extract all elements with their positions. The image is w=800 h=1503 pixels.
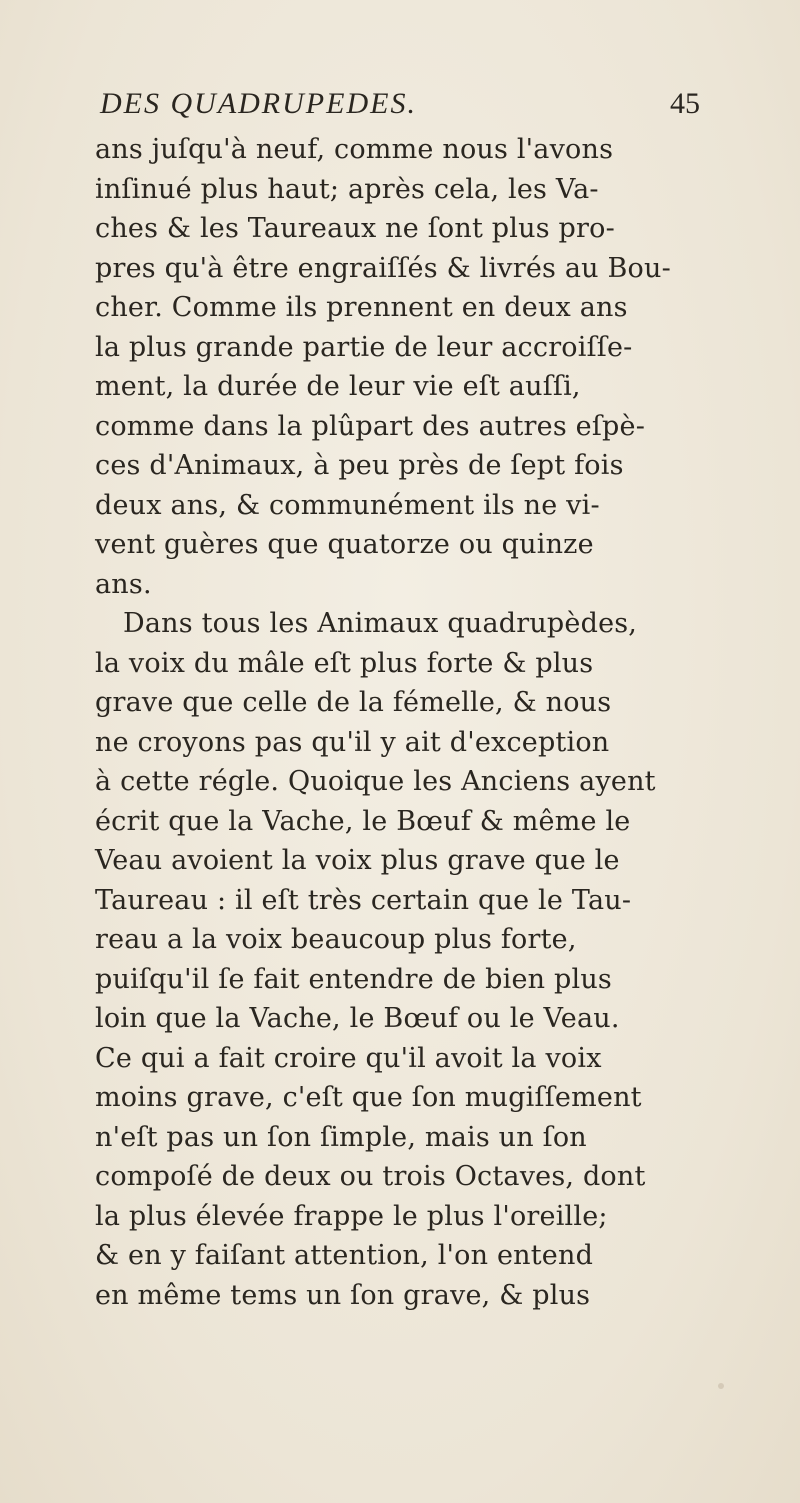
text-line: puiſqu'il ſe fait entendre de bien plus [95,963,612,995]
text-line: Taureau : il eſt très certain que le Tau- [95,884,632,916]
text-line: & en y faiſant attention, l'on entend [95,1240,594,1271]
text-line: ces d'Animaux, à peu près de ſept fois [95,450,624,481]
text-line: ches & les Taureaux ne ſont plus pro- [95,213,615,244]
text-line: grave que celle de la fémelle, & nous [95,687,612,718]
text-line: compoſé de deux ou trois Octaves, dont [95,1161,646,1192]
text-line: la voix du mâle eſt plus forte & plus [95,647,594,679]
text-line: la plus élevée frappe le plus l'oreille; [95,1200,608,1232]
text-line: à cette régle. Quoique les Anciens ayent [95,766,656,797]
text-line: vent guères que quatorze ou quinze [95,529,594,560]
text-line: en même tems un ſon grave, & plus [95,1279,591,1311]
text-line: moins grave, c'eſt que ſon mugiſſement [95,1082,642,1113]
text-line: ans juſqu'à neuf, comme nous l'avons [95,134,614,165]
page-number: 45 [670,87,700,120]
text-line: inſinué plus haut; après cela, les Va- [95,173,599,205]
text-line: Veau avoient la voix plus grave que le [95,845,620,876]
text-line: ment, la durée de leur vie eſt auſſi, [95,371,581,402]
text-line: ans. [95,568,152,600]
text-line: reau a la voix beaucoup plus forte, [95,924,577,955]
paper-spot [718,1383,724,1389]
text-line: n'eſt pas un ſon ſimple, mais un ſon [95,1121,587,1153]
running-title: DES QUADRUPEDES. [100,87,417,120]
text-line: pres qu'à être engraiſſés & livrés au Bou- [95,252,671,284]
text-line: deux ans, & communément ils ne vi- [95,489,600,521]
text-line: écrit que la Vache, le Bœuf & même le [95,805,631,837]
text-line: Ce qui a fait croire qu'il avoit la voix [95,1042,602,1074]
text-line: cher. Comme ils prennent en deux ans [95,292,628,323]
text-line: la plus grande partie de leur accroiſſe- [95,331,633,363]
paragraph-start-line: Dans tous les Animaux quadrupèdes, [123,608,638,639]
body-text [95,130,715,1315]
text-line: comme dans la plûpart des autres eſpè- [95,410,646,442]
page-header [100,86,700,126]
text-line: loin que la Vache, le Bœuf ou le Veau. [95,1003,620,1034]
text-line: ne croyons pas qu'il y ait d'exception [95,726,610,758]
